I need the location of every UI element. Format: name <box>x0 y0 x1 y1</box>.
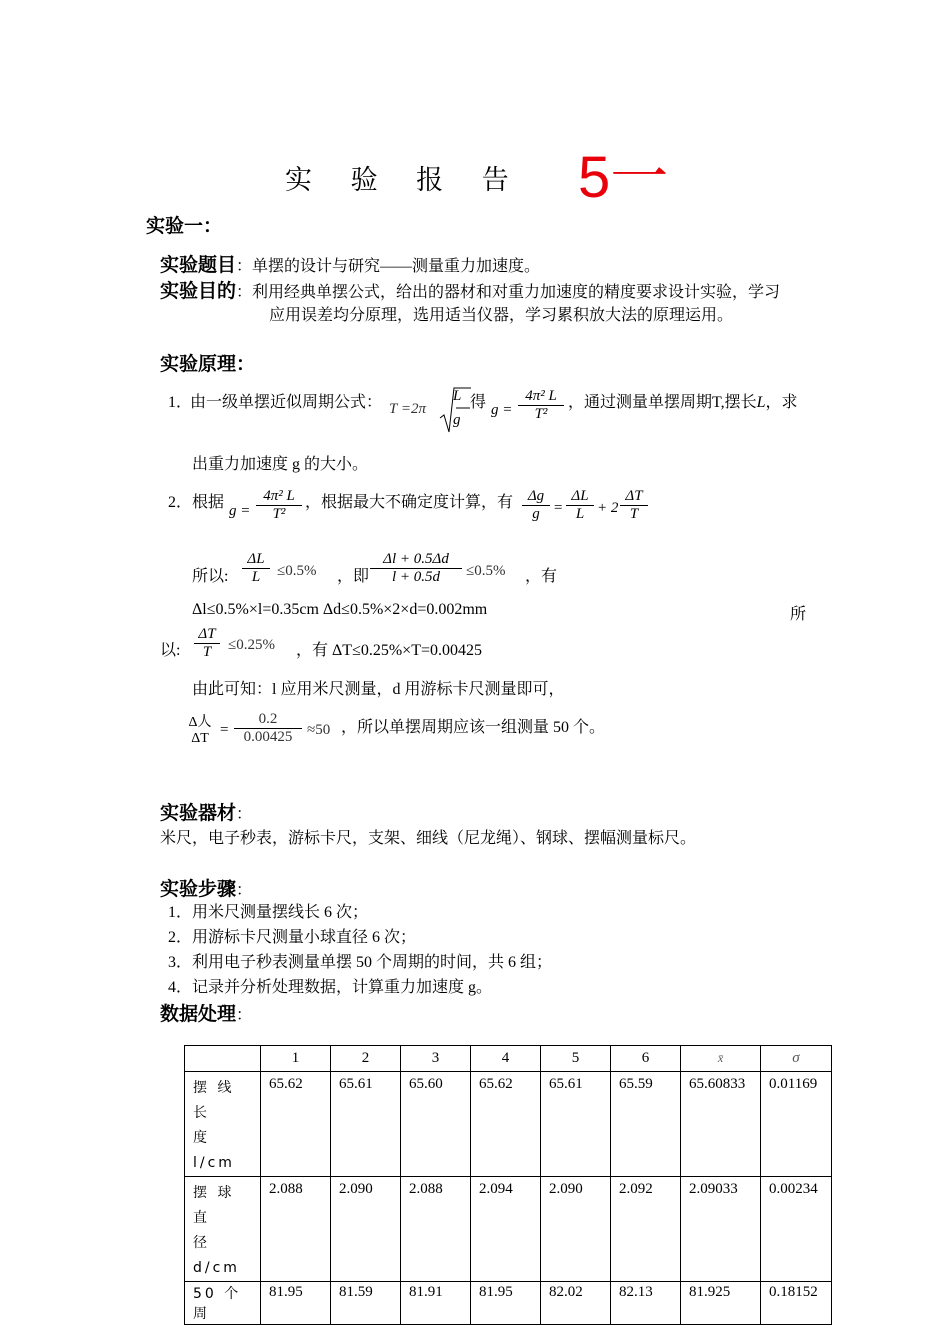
table-cell: 65.59 <box>611 1072 681 1177</box>
so-le2: ≤0.5% <box>466 563 506 579</box>
table-header-cell: σ <box>761 1046 832 1072</box>
equipment-text: 米尺，电子秒表，游标卡尺，支架、细线（尼龙绳）、钢球、摆幅测量标尺。 <box>160 830 697 847</box>
table-cell: 81.925 <box>681 1282 761 1325</box>
fraction-dT-num: ΔT <box>625 488 643 504</box>
principle-p1-de: 得 <box>470 394 487 411</box>
table-cell: 82.02 <box>541 1282 611 1325</box>
principle-p2-text-a: 根据 <box>192 494 225 511</box>
fraction-dg-den: g <box>522 505 550 523</box>
table-cell: 2.092 <box>611 1177 681 1282</box>
purpose-line1 <box>160 276 780 303</box>
equipment-heading: 实验器材 <box>160 802 237 824</box>
purpose-text2: 应用误差均分原理，选用适当仪器，学习累积放大法的原理运用。 <box>269 307 734 324</box>
principle-p1-b: ，通过测量单摆周期T,摆长 <box>568 394 757 411</box>
table-cell: 2.094 <box>471 1177 541 1282</box>
row-label-2: 度 l/cm <box>193 1130 235 1171</box>
step-item: 4．记录并分析处理数据，计算重力加速度 g。 <box>168 979 493 996</box>
data-heading: 数据处理 <box>160 1003 237 1025</box>
principle-p2-text-b: ，根据最大不确定度计算，有 <box>305 494 514 511</box>
fraction-so2-num: Δl + 0.5Δd <box>383 551 449 567</box>
steps-heading: 实验步骤 <box>160 878 237 900</box>
topic-label: 实验题目 <box>160 254 237 276</box>
row-label-2: 径 d/cm <box>193 1235 240 1276</box>
table-row <box>185 1282 832 1325</box>
data-heading-line <box>160 999 252 1026</box>
report-number: 5一 <box>578 145 669 210</box>
fraction-g1-num: 4π² L <box>525 388 557 404</box>
text-suo: 所 <box>790 606 807 623</box>
ratio-approx: ≈50 <box>307 722 331 738</box>
principle-p2-num: 2． <box>168 494 193 511</box>
fraction-ratio-val <box>234 711 302 746</box>
purpose-text1: 利用经典单摆公式，给出的器材和对重力加速度的精度要求设计实验，学习 <box>252 284 781 301</box>
data-colon: ： <box>236 1007 253 1024</box>
so-label: 所以: <box>192 568 229 585</box>
table-cell: 2.090 <box>331 1177 401 1282</box>
ratio-eq: = <box>220 722 229 738</box>
fraction-g2-num: 4π² L <box>263 488 295 504</box>
table-cell: 2.09033 <box>681 1177 761 1282</box>
fraction-ratio-den: ΔT <box>191 731 209 746</box>
fraction-dT-den: T <box>620 505 648 523</box>
purpose-label: 实验目的 <box>160 280 237 302</box>
table-cell: 81.91 <box>401 1282 471 1325</box>
table-cell: 65.61 <box>331 1072 401 1177</box>
table-cell: 65.62 <box>261 1072 331 1177</box>
row-label-1: 摆 线 长 <box>193 1080 235 1121</box>
step-item: 3．利用电子秒表测量单摆 50 个周期的时间，共 6 组； <box>168 954 553 971</box>
table-cell: 0.18152 <box>761 1282 832 1325</box>
fraction-dL-num: ΔL <box>571 488 589 504</box>
fraction-ratio-val-num: 0.2 <box>258 711 278 727</box>
steps-colon: ： <box>236 882 253 899</box>
plus-two: + 2 <box>597 500 619 516</box>
table-header-cell: 1 <box>261 1046 331 1072</box>
steps-heading-line <box>160 874 252 901</box>
topic-text: 单摆的设计与研究——测量重力加速度。 <box>252 258 541 275</box>
principle-p1-text-a: 由一级单摆近似周期公式： <box>190 394 383 411</box>
table-cell: 2.088 <box>261 1177 331 1282</box>
fraction-ratio-val-den: 0.00425 <box>234 728 302 746</box>
fraction-dT <box>620 488 648 523</box>
data-table <box>184 1045 832 1325</box>
principle-heading: 实验原理： <box>160 353 256 375</box>
purpose-colon: ： <box>236 284 253 301</box>
fraction-t-num: ΔT <box>198 626 216 642</box>
eq-sign: = <box>553 500 564 516</box>
fraction-g1 <box>518 388 564 423</box>
principle-p1-text-d: 出重力加速度 g 的大小。 <box>192 456 369 473</box>
table-cell: 2.088 <box>401 1177 471 1282</box>
report-title: 实 验 报 告 <box>285 165 524 196</box>
fraction-dg-num: Δg <box>527 488 545 504</box>
principle-p1-c: ，求 <box>765 394 798 411</box>
table-cell: 65.62 <box>471 1072 541 1177</box>
table-cell: 81.95 <box>261 1282 331 1325</box>
fraction-t-den: T <box>194 643 220 661</box>
fraction-so2-den: l + 0.5d <box>370 568 462 586</box>
row-label-1: 摆 球 直 <box>193 1185 235 1226</box>
fraction-g2 <box>256 488 302 523</box>
so-you: ，有 <box>525 568 558 585</box>
table-header-row <box>185 1046 832 1072</box>
table-cell: 81.95 <box>471 1282 541 1325</box>
principle-p1-text-b <box>568 389 798 412</box>
table-header-cell: 6 <box>611 1046 681 1072</box>
formula-g1: g = <box>491 402 513 418</box>
principle-p1-num: 1． <box>168 394 193 411</box>
table-cell: 82.13 <box>611 1282 681 1325</box>
fraction-dL <box>566 488 594 523</box>
sqrt-numerator: L <box>453 388 462 404</box>
table-cell: 65.61 <box>541 1072 611 1177</box>
text-yi: 以: <box>160 642 181 659</box>
t-le: ≤0.25% <box>228 637 275 653</box>
table-cell: 81.59 <box>331 1282 401 1325</box>
fraction-dL-den: L <box>566 505 594 523</box>
sqrt-denominator: g <box>453 412 461 428</box>
formula-g2: g = <box>229 503 251 519</box>
fraction-g1-den: T² <box>518 405 564 423</box>
know-line: 由此可知：l 应用米尺测量，d 用游标卡尺测量即可， <box>192 681 565 698</box>
row-label <box>185 1282 261 1325</box>
table-header-cell: 3 <box>401 1046 471 1072</box>
topic-colon: ： <box>236 258 253 275</box>
fraction-so1-den: L <box>242 568 270 586</box>
step-item: 2．用游标卡尺测量小球直径 6 次； <box>168 929 417 946</box>
principle-p1-L: L <box>756 394 766 411</box>
topic-line <box>160 250 540 277</box>
fraction-ratio <box>185 711 215 747</box>
fraction-ratio-num: Δ人 <box>188 715 212 730</box>
row-label <box>185 1072 261 1177</box>
row-label-1: 50 个周 <box>193 1286 242 1322</box>
table-header-cell <box>185 1046 261 1072</box>
equipment-heading-line <box>160 798 252 825</box>
table-header-cell: 5 <box>541 1046 611 1072</box>
so-ji: ，即 <box>337 568 370 585</box>
table-cell: 0.00234 <box>761 1177 832 1282</box>
fraction-so1 <box>242 551 270 586</box>
fraction-t <box>194 626 220 661</box>
table-header-cell: 2 <box>331 1046 401 1072</box>
equipment-colon: ： <box>236 806 253 823</box>
table-cell: 0.01169 <box>761 1072 832 1177</box>
table-cell: 65.60 <box>401 1072 471 1177</box>
experiment-label: 实验一： <box>146 215 223 237</box>
so-le1: ≤0.5% <box>277 563 317 579</box>
fraction-g2-den: T² <box>256 505 302 523</box>
table-header-cell: 4 <box>471 1046 541 1072</box>
table-row <box>185 1072 832 1177</box>
fraction-so1-num: ΔL <box>247 551 265 567</box>
row-label <box>185 1177 261 1282</box>
t-rest: ，有 ΔT≤0.25%×T=0.00425 <box>296 642 482 659</box>
table-row <box>185 1177 832 1282</box>
line-dl: Δl≤0.5%×l=0.35cm Δd≤0.5%×2×d=0.002mm <box>192 601 488 618</box>
table-header-cell: x̄ <box>681 1046 761 1072</box>
step-item: 1．用米尺测量摆线长 6 次； <box>168 904 369 921</box>
table-cell: 2.090 <box>541 1177 611 1282</box>
formula-T: T =2π <box>389 401 426 417</box>
fraction-dg <box>522 488 550 523</box>
ratio-text: ，所以单摆周期应该一组测量 50 个。 <box>341 719 606 736</box>
table-cell: 65.60833 <box>681 1072 761 1177</box>
fraction-so2 <box>370 551 462 586</box>
